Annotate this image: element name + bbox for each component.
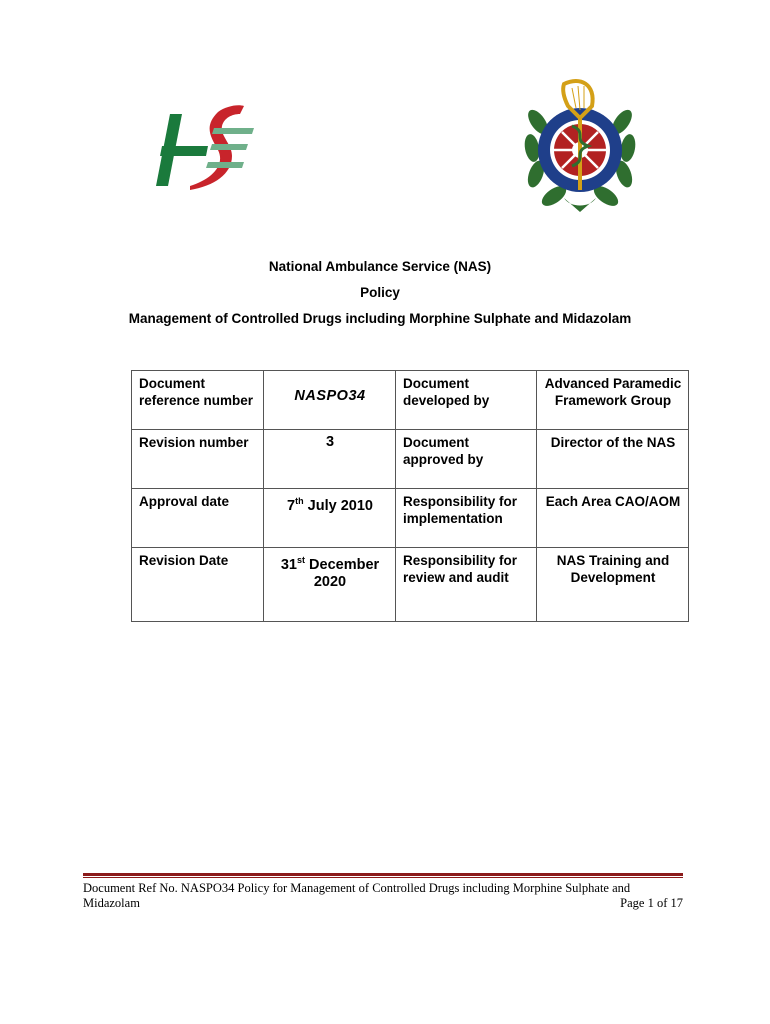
review-audit-label: Responsibility for review and audit [396,548,537,622]
implementation-value: Each Area CAO/AOM [537,489,689,548]
footer-text: Document Ref No. NASPO34 Policy for Management of Controlled Drugs including Morphine Sulphate and Midazolam [83,881,631,910]
revision-date-value: 31st December 2020 [264,548,396,622]
implementation-label: Responsibility for implementation [396,489,537,548]
approval-date-value: 7th July 2010 [264,489,396,548]
revision-date-label: Revision Date [132,548,264,622]
developed-by-value: Advanced Paramedic Framework Group [537,371,689,430]
page-footer [83,881,683,911]
page-number: Page 1 of 17 [620,896,683,910]
table-row [132,430,689,489]
doc-ref-value: NASPO34 [294,388,366,404]
developed-by-label: Document developed by [396,371,537,430]
approved-by-value: Director of the NAS [537,430,689,489]
nas-crest-logo [520,78,640,218]
doc-ref-label: Document reference number [132,371,264,430]
document-control-table [131,370,689,622]
hse-logo [148,100,258,192]
table-row [132,489,689,548]
footer-rule [83,873,683,876]
table-row [132,548,689,622]
title-service: National Ambulance Service (NAS) [268,259,492,274]
revision-number-label: Revision number [132,430,264,489]
footer-rule-thin [83,877,683,878]
title-doc-type: Policy [360,285,400,300]
title-subject: Management of Controlled Drugs including Morphine Sulphate and Midazolam [128,311,632,326]
document-title-block [0,258,760,336]
review-audit-value: NAS Training and Development [537,548,689,622]
table-row [132,371,689,430]
approval-date-label: Approval date [132,489,264,548]
approved-by-label: Document approved by [396,430,537,489]
revision-number-value: 3 [264,430,396,489]
